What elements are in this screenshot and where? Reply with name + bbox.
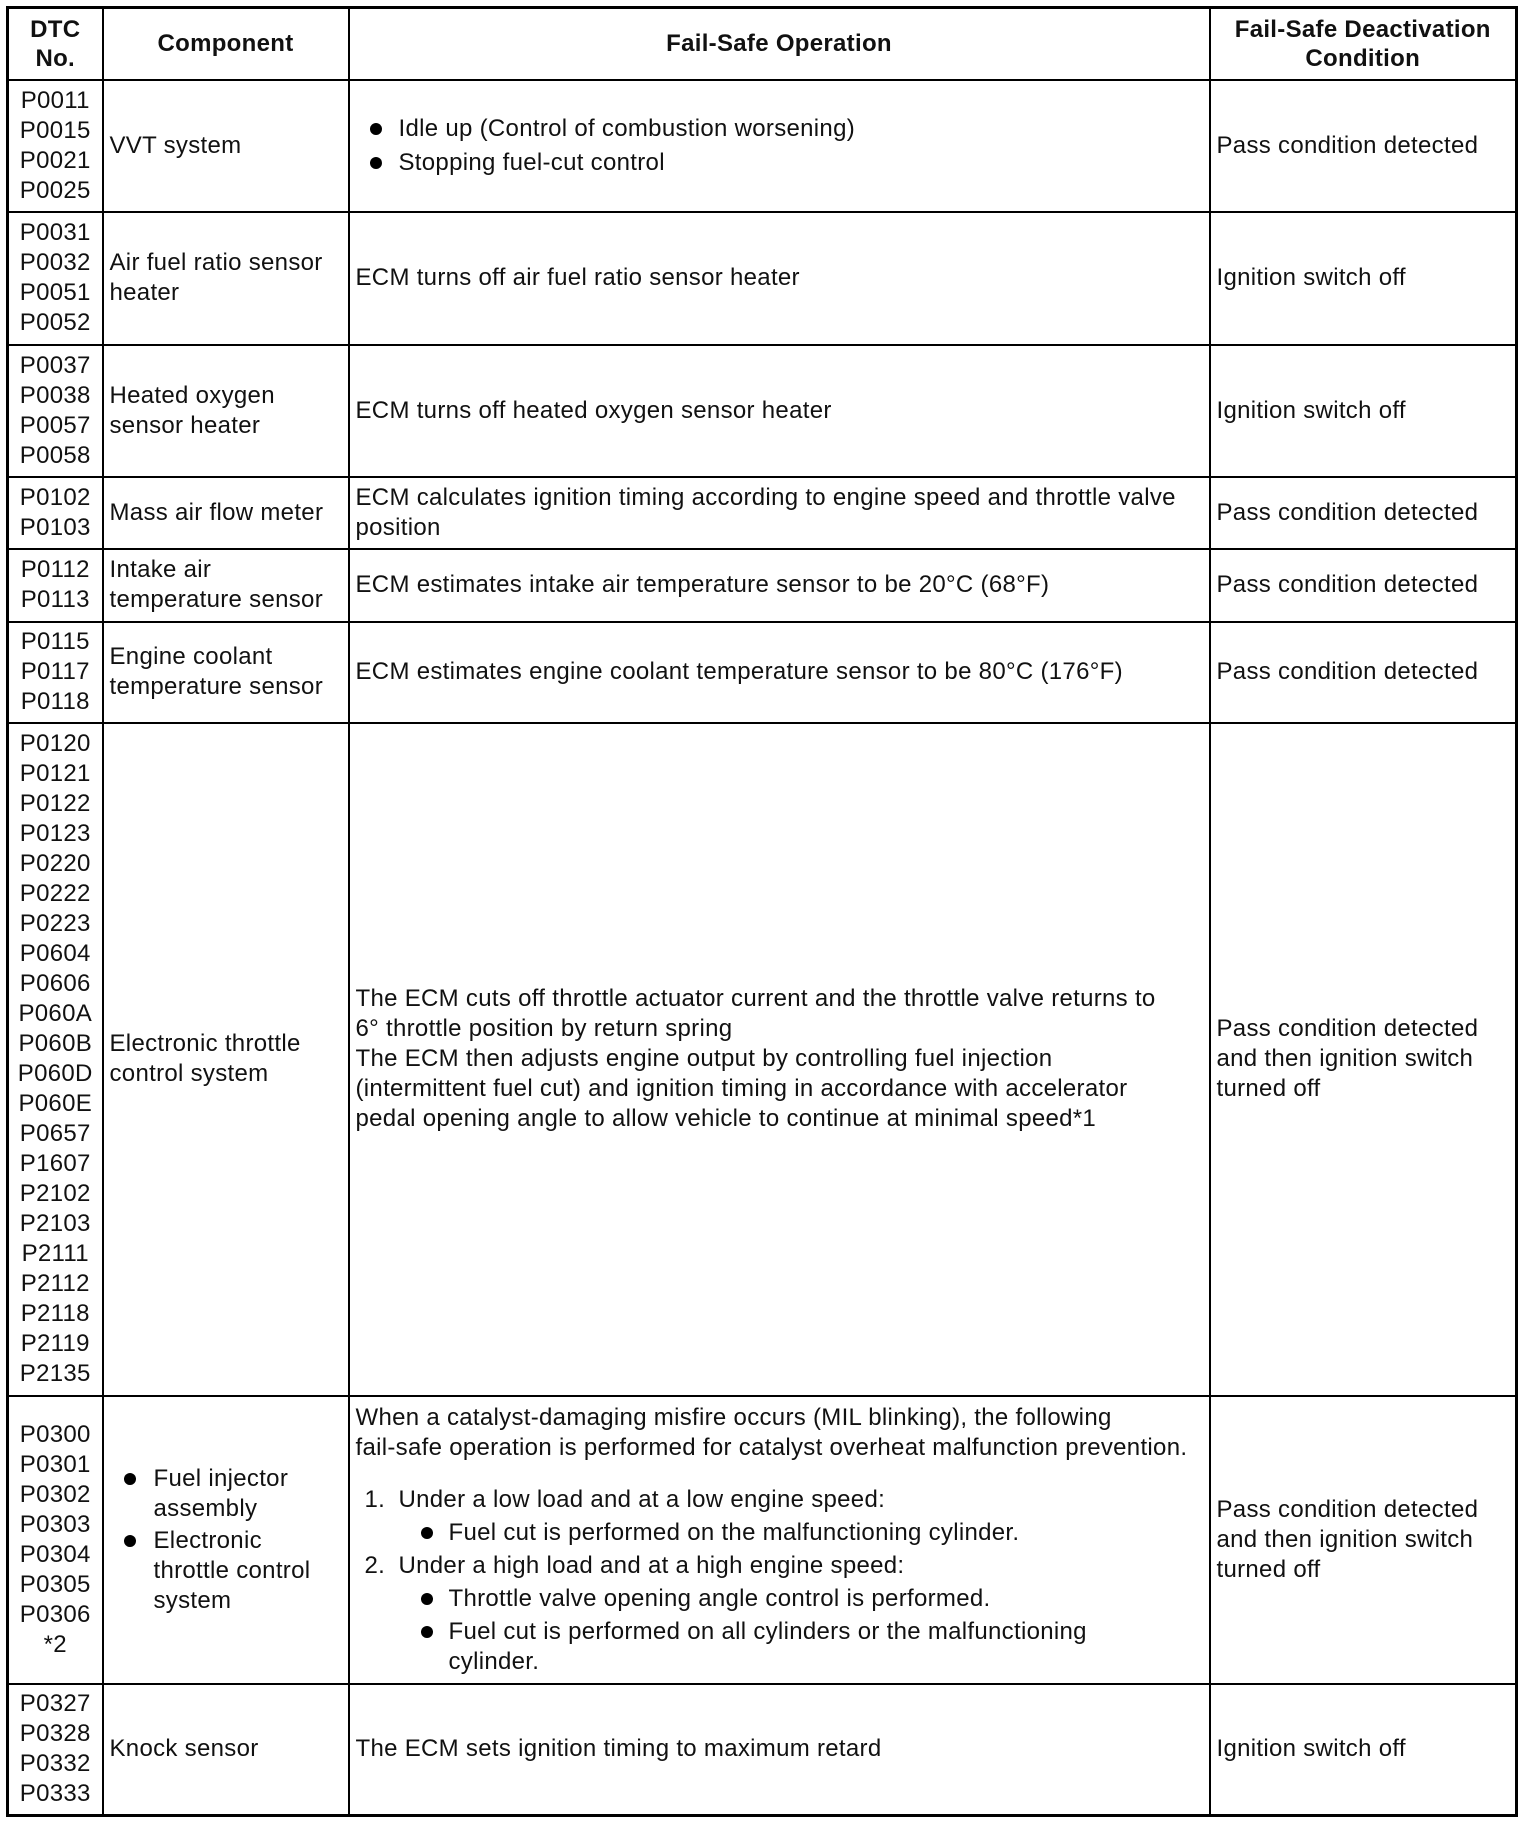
operation-text: ECM turns off heated oxygen sensor heater bbox=[355, 396, 832, 424]
table-row bbox=[8, 345, 1517, 477]
step-number: 2. bbox=[364, 1551, 386, 1579]
deactivation-cell bbox=[1210, 723, 1517, 1396]
component-text: VVT system bbox=[109, 131, 242, 159]
fail-safe-table bbox=[6, 6, 1518, 1817]
dtc-code: P0327 bbox=[19, 1690, 91, 1718]
component-text: Fuel injector bbox=[153, 1464, 289, 1492]
operation-paragraph bbox=[356, 984, 1203, 1044]
header-text: DTC bbox=[30, 15, 81, 43]
dtc-code: P2119 bbox=[20, 1330, 90, 1357]
operation-text: The ECM then adjusts engine output by controlling fuel injection bbox=[355, 1045, 1053, 1072]
table-row bbox=[8, 477, 1517, 549]
dtc-code: P2118 bbox=[20, 1300, 90, 1327]
bullet-icon bbox=[124, 1535, 136, 1547]
list-item bbox=[356, 1617, 1203, 1677]
operation-paragraph bbox=[356, 1044, 1203, 1134]
dtc-code: P0011 bbox=[20, 86, 90, 114]
component-text: temperature sensor bbox=[109, 673, 324, 700]
operation-text: Under a low load and at a low engine speed: bbox=[398, 1485, 886, 1513]
header-operation bbox=[349, 8, 1210, 80]
component-text: Mass air flow meter bbox=[109, 498, 324, 526]
component-text: Knock sensor bbox=[109, 1735, 259, 1763]
bullet-icon bbox=[124, 1473, 136, 1485]
component-text: Electronic throttle bbox=[109, 1030, 301, 1057]
dtc-code: P2102 bbox=[19, 1180, 91, 1207]
deactivation-cell bbox=[1210, 80, 1517, 212]
table-row bbox=[8, 723, 1517, 1396]
component-text: system bbox=[153, 1586, 232, 1614]
dtc-code: P2135 bbox=[19, 1360, 91, 1387]
step-number: 1. bbox=[364, 1485, 386, 1513]
deactivation-text: Ignition switch off bbox=[1216, 264, 1406, 291]
operation-text: ECM calculates ignition timing according to engine speed and throttle valve bbox=[355, 483, 1176, 511]
list-item bbox=[356, 1518, 1203, 1548]
table-row bbox=[8, 1684, 1517, 1816]
operation-text: cylinder. bbox=[448, 1647, 540, 1675]
operation-cell bbox=[349, 549, 1210, 622]
component-cell bbox=[103, 477, 349, 549]
component-cell bbox=[103, 1684, 349, 1816]
component-text: temperature sensor bbox=[109, 586, 324, 613]
deactivation-text: Pass condition detected bbox=[1216, 1495, 1479, 1523]
dtc-code: P0301 bbox=[19, 1450, 91, 1478]
dtc-code: P0606 bbox=[19, 970, 91, 997]
dtc-cell bbox=[8, 549, 103, 622]
operation-cell bbox=[349, 477, 1210, 549]
deactivation-text: and then ignition switch bbox=[1216, 1525, 1474, 1553]
dtc-cell bbox=[8, 1396, 103, 1684]
dtc-code: P0122 bbox=[19, 790, 91, 817]
component-text: Electronic bbox=[153, 1526, 262, 1554]
dtc-code: P0306 bbox=[19, 1600, 91, 1628]
dtc-cell bbox=[8, 1684, 103, 1816]
numbered-step bbox=[356, 1485, 1203, 1515]
header-text: Fail-Safe Operation bbox=[666, 30, 892, 58]
deactivation-text: turned off bbox=[1216, 1555, 1321, 1583]
component-text: sensor heater bbox=[109, 411, 261, 439]
operation-text: When a catalyst-damaging misfire occurs (MIL blinking), the following bbox=[355, 1403, 1112, 1431]
dtc-code: P0120 bbox=[19, 730, 91, 757]
component-text: throttle control bbox=[153, 1556, 311, 1584]
operation-text: ECM estimates intake air temperature sensor to be 20°C (68°F) bbox=[355, 571, 1050, 598]
dtc-code: P0302 bbox=[19, 1480, 91, 1508]
component-cell bbox=[103, 723, 349, 1396]
operation-cell bbox=[349, 345, 1210, 477]
deactivation-cell bbox=[1210, 1684, 1517, 1816]
operation-text: pedal opening angle to allow vehicle to continue at minimal speed*1 bbox=[355, 1105, 1097, 1132]
dtc-code: P2112 bbox=[20, 1270, 90, 1297]
header-component bbox=[103, 8, 349, 80]
component-text: Heated oxygen bbox=[109, 381, 275, 409]
dtc-code: P0117 bbox=[20, 658, 90, 685]
operation-text: Fuel cut is performed on all cylinders or the malfunctioning bbox=[448, 1617, 1087, 1645]
component-text: assembly bbox=[153, 1494, 258, 1522]
component-cell bbox=[103, 345, 349, 477]
deactivation-cell bbox=[1210, 345, 1517, 477]
dtc-code: P0123 bbox=[19, 820, 91, 847]
dtc-footnote: *2 bbox=[43, 1630, 67, 1658]
dtc-code: P0657 bbox=[19, 1120, 91, 1147]
dtc-code: P0102 bbox=[19, 483, 91, 511]
dtc-code: P0304 bbox=[19, 1540, 91, 1568]
header-deactivation bbox=[1210, 8, 1517, 80]
dtc-code: P0604 bbox=[19, 940, 91, 967]
dtc-code: P060E bbox=[18, 1090, 93, 1117]
table-row bbox=[8, 622, 1517, 723]
dtc-code: P060A bbox=[18, 1000, 93, 1027]
dtc-code: P0052 bbox=[19, 309, 91, 336]
dtc-code: P0051 bbox=[19, 279, 91, 306]
table-row bbox=[8, 549, 1517, 622]
operation-cell bbox=[349, 80, 1210, 212]
header-text: Condition bbox=[1305, 44, 1421, 72]
bullet-icon bbox=[421, 1593, 433, 1605]
dtc-code: P0037 bbox=[19, 351, 91, 379]
dtc-code: P0032 bbox=[19, 249, 91, 276]
deactivation-cell bbox=[1210, 1396, 1517, 1684]
component-text: Engine coolant bbox=[109, 643, 273, 670]
list-item bbox=[356, 114, 1203, 144]
dtc-code: P2111 bbox=[21, 1240, 89, 1267]
dtc-code: P0303 bbox=[19, 1510, 91, 1538]
dtc-code: P0038 bbox=[19, 381, 91, 409]
operation-text: ECM turns off air fuel ratio sensor heater bbox=[355, 264, 800, 291]
operation-text: Throttle valve opening angle control is performed. bbox=[448, 1584, 991, 1612]
deactivation-text: and then ignition switch bbox=[1216, 1045, 1474, 1072]
dtc-code: P0057 bbox=[19, 411, 91, 439]
operation-text: The ECM cuts off throttle actuator current and the throttle valve returns to bbox=[355, 985, 1156, 1012]
header-text: No. bbox=[35, 44, 76, 72]
operation-cell bbox=[349, 1684, 1210, 1816]
deactivation-text: Pass condition detected bbox=[1216, 571, 1479, 598]
dtc-code: P0328 bbox=[19, 1720, 91, 1748]
table-row bbox=[8, 1396, 1517, 1684]
dtc-code: P0121 bbox=[19, 760, 91, 787]
operation-text: Idle up (Control of combustion worsening) bbox=[398, 114, 856, 142]
dtc-code: P0332 bbox=[19, 1750, 91, 1778]
numbered-step bbox=[356, 1551, 1203, 1581]
dtc-code: P060D bbox=[17, 1060, 93, 1087]
table-row bbox=[8, 80, 1517, 212]
dtc-cell bbox=[8, 212, 103, 345]
deactivation-cell bbox=[1210, 477, 1517, 549]
dtc-code: P0118 bbox=[20, 688, 90, 715]
operation-text: 6° throttle position by return spring bbox=[355, 1015, 733, 1042]
table-row bbox=[8, 212, 1517, 345]
component-cell bbox=[103, 1396, 349, 1684]
dtc-code: P0113 bbox=[20, 586, 90, 613]
operation-cell bbox=[349, 622, 1210, 723]
operation-cell bbox=[349, 723, 1210, 1396]
deactivation-text: Ignition switch off bbox=[1216, 1735, 1406, 1763]
list-item bbox=[110, 1464, 342, 1524]
component-text: Intake air bbox=[109, 556, 212, 583]
component-text: control system bbox=[109, 1060, 269, 1087]
dtc-code: P2103 bbox=[19, 1210, 91, 1237]
deactivation-cell bbox=[1210, 622, 1517, 723]
operation-text: The ECM sets ignition timing to maximum retard bbox=[355, 1735, 882, 1763]
dtc-cell bbox=[8, 345, 103, 477]
table-header-row bbox=[8, 8, 1517, 80]
list-item bbox=[110, 1526, 342, 1616]
dtc-code: P0058 bbox=[19, 441, 91, 469]
operation-text: Fuel cut is performed on the malfunctioning cylinder. bbox=[448, 1518, 1020, 1546]
dtc-code: P0223 bbox=[19, 910, 91, 937]
operation-cell bbox=[349, 212, 1210, 345]
dtc-code: P0015 bbox=[19, 116, 91, 144]
dtc-cell bbox=[8, 622, 103, 723]
component-text: heater bbox=[109, 279, 180, 306]
operation-text: ECM estimates engine coolant temperature sensor to be 80°C (176°F) bbox=[355, 658, 1123, 685]
deactivation-text: turned off bbox=[1216, 1075, 1321, 1102]
operation-cell bbox=[349, 1396, 1210, 1684]
dtc-code: P0222 bbox=[19, 880, 91, 907]
dtc-code: P0031 bbox=[19, 219, 91, 246]
dtc-code: P0333 bbox=[19, 1780, 91, 1808]
dtc-code: P0115 bbox=[20, 628, 90, 655]
operation-text: position bbox=[355, 513, 441, 541]
dtc-code: P060B bbox=[18, 1030, 93, 1057]
bullet-icon bbox=[370, 157, 382, 169]
list-item bbox=[356, 1584, 1203, 1614]
component-cell bbox=[103, 80, 349, 212]
bullet-icon bbox=[370, 123, 382, 135]
operation-text: fail-safe operation is performed for catalyst overheat malfunction prevention. bbox=[355, 1433, 1188, 1461]
bullet-icon bbox=[421, 1527, 433, 1539]
header-text: Fail-Safe Deactivation bbox=[1234, 15, 1491, 43]
deactivation-cell bbox=[1210, 549, 1517, 622]
deactivation-text: Pass condition detected bbox=[1216, 658, 1479, 685]
deactivation-text: Pass condition detected bbox=[1216, 131, 1479, 159]
dtc-cell bbox=[8, 723, 103, 1396]
deactivation-text: Pass condition detected bbox=[1216, 498, 1479, 526]
component-text: Air fuel ratio sensor bbox=[109, 249, 323, 276]
component-cell bbox=[103, 549, 349, 622]
header-text: Component bbox=[157, 30, 294, 58]
operation-text: Under a high load and at a high engine speed: bbox=[398, 1551, 905, 1579]
component-cell bbox=[103, 622, 349, 723]
operation-intro bbox=[356, 1403, 1203, 1463]
component-cell bbox=[103, 212, 349, 345]
deactivation-text: Ignition switch off bbox=[1216, 396, 1406, 424]
list-item bbox=[356, 148, 1203, 178]
dtc-code: P0025 bbox=[19, 176, 91, 204]
dtc-cell bbox=[8, 477, 103, 549]
operation-text: Stopping fuel-cut control bbox=[398, 148, 665, 176]
dtc-code: P1607 bbox=[19, 1150, 91, 1177]
dtc-code: P0300 bbox=[19, 1420, 91, 1448]
operation-text: (intermittent fuel cut) and ignition timing in accordance with accelerator bbox=[355, 1075, 1128, 1102]
deactivation-cell bbox=[1210, 212, 1517, 345]
dtc-code: P0103 bbox=[19, 513, 91, 541]
dtc-code: P0305 bbox=[19, 1570, 91, 1598]
dtc-code: P0112 bbox=[20, 556, 90, 583]
header-dtc bbox=[8, 8, 103, 80]
bullet-icon bbox=[421, 1626, 433, 1638]
dtc-cell bbox=[8, 80, 103, 212]
dtc-code: P0021 bbox=[19, 146, 91, 174]
deactivation-text: Pass condition detected bbox=[1216, 1015, 1479, 1042]
dtc-code: P0220 bbox=[19, 850, 91, 877]
